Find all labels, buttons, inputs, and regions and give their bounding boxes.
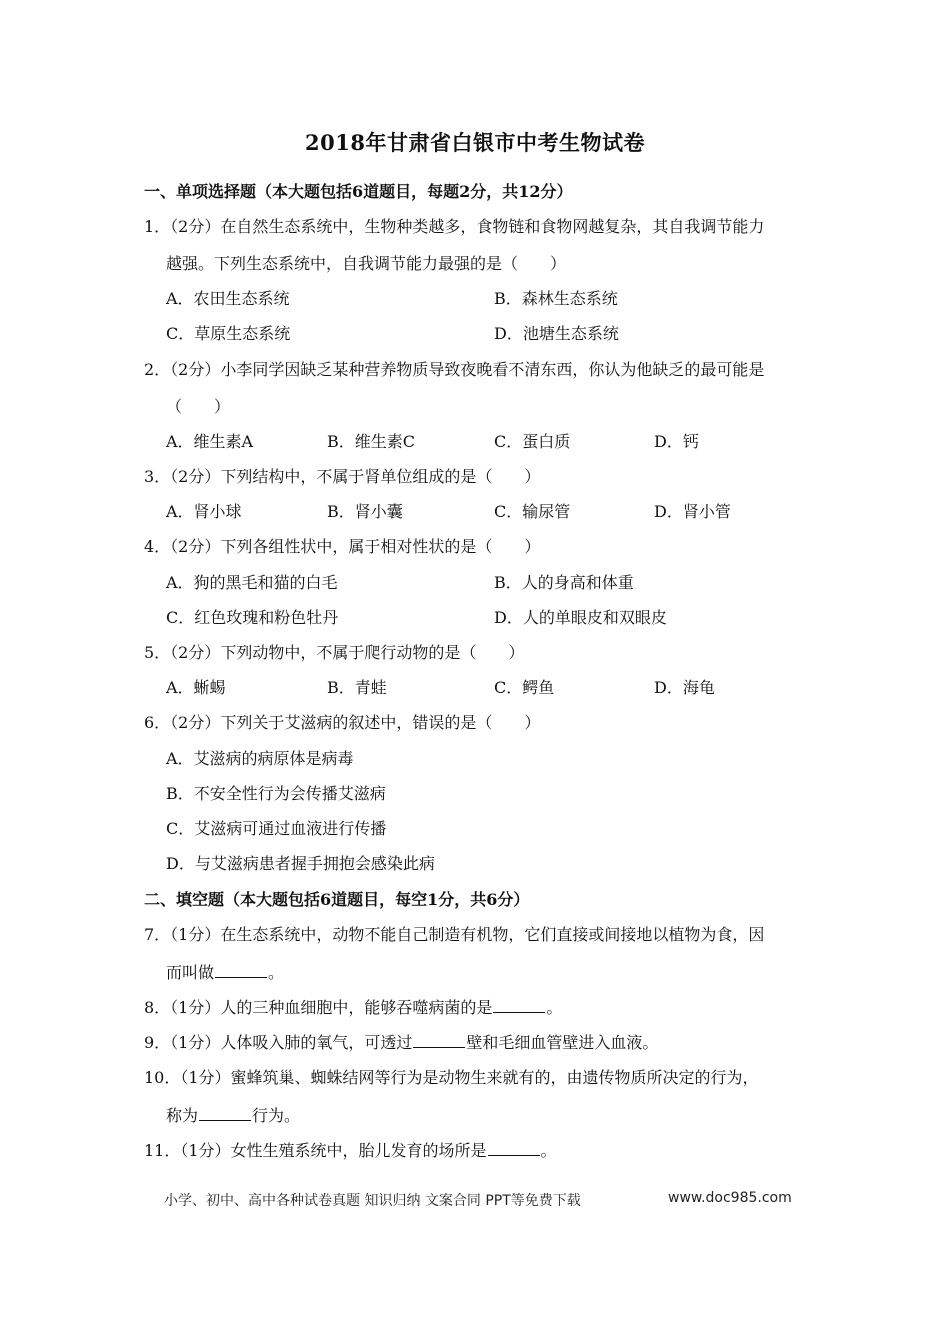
q2-option-c: C．蛋白质 <box>494 432 571 451</box>
q3-option-c: C．输尿管 <box>494 502 571 521</box>
q9-suffix: 壁和毛细血管壁进入血液。 <box>466 1033 659 1052</box>
question-10-text-cont <box>166 1104 300 1127</box>
q4-option-a: A．狗的黑毛和猫的白毛 <box>166 573 338 592</box>
q8-suffix: 。 <box>546 998 563 1017</box>
q5-option-a: A．蜥蜴 <box>166 678 226 697</box>
question-3-text: 3．（2分）下列结构中，不属于肾单位组成的是（ ） <box>144 467 541 486</box>
q1-option-c: C．草原生态系统 <box>166 324 291 343</box>
answer-blank <box>215 961 267 978</box>
question-7-text: 7．（1分）在生态系统中，动物不能自己制造有机物，它们直接或间接地以植物为食，因 <box>144 925 765 944</box>
q6-option-d: D．与艾滋病患者握手拥抱会感染此病 <box>166 854 435 873</box>
q6-option-b: B．不安全性行为会传播艾滋病 <box>166 784 386 803</box>
question-10-text: 10．（1分）蜜蜂筑巢、蜘蛛结网等行为是动物生来就有的，由遗传物质所决定的行为， <box>144 1068 759 1087</box>
q4-option-b: B．人的身高和体重 <box>494 573 634 592</box>
q8-prefix: 8．（1分）人的三种血细胞中，能够吞噬病菌的是 <box>144 998 493 1017</box>
question-4-text: 4．（2分）下列各组性状中，属于相对性状的是（ ） <box>144 537 541 556</box>
q10-suffix: 行为。 <box>252 1106 301 1125</box>
q5-option-b: B．青蛙 <box>327 678 387 697</box>
section-heading-choice: 一、单项选择题（本大题包括6道题目，每题2分，共12分） <box>144 182 573 201</box>
q11-suffix: 。 <box>540 1141 557 1160</box>
answer-blank <box>493 996 545 1013</box>
q6-option-c: C．艾滋病可通过血液进行传播 <box>166 819 387 838</box>
q2-option-b: B．维生素C <box>327 432 416 451</box>
q3-option-b: B．肾小囊 <box>327 502 403 521</box>
answer-blank <box>488 1139 540 1156</box>
q10-prefix: 称为 <box>166 1106 199 1125</box>
q1-option-a: A．农田生态系统 <box>166 289 290 308</box>
question-2-text-cont: （ ） <box>166 397 231 416</box>
question-8-text <box>144 996 562 1019</box>
page-title: 2018年甘肃省白银市中考生物试卷 <box>305 130 645 155</box>
q9-prefix: 9．（1分）人体吸入肺的氧气，可透过 <box>144 1033 413 1052</box>
question-7-text-cont <box>166 961 284 984</box>
question-5-text: 5．（2分）下列动物中，不属于爬行动物的是（ ） <box>144 643 525 662</box>
q11-prefix: 11．（1分）女性生殖系统中，胎儿发育的场所是 <box>144 1141 487 1160</box>
q4-option-d: D．人的单眼皮和双眼皮 <box>494 608 667 627</box>
answer-blank <box>199 1104 251 1121</box>
q3-option-a: A．肾小球 <box>166 502 242 521</box>
q3-option-d: D．肾小管 <box>654 502 731 521</box>
question-1-text-cont: 越强。下列生态系统中，自我调节能力最强的是（ ） <box>166 254 567 273</box>
q4-option-c: C．红色玫瑰和粉色牡丹 <box>166 608 339 627</box>
question-11-text <box>144 1139 557 1162</box>
answer-blank <box>413 1031 465 1048</box>
q1-option-d: D．池塘生态系统 <box>494 324 619 343</box>
q1-option-b: B．森林生态系统 <box>494 289 618 308</box>
question-2-text: 2．（2分）小李同学因缺乏某种营养物质导致夜晚看不清东西，你认为他缺乏的最可能是 <box>144 360 765 379</box>
q6-option-a: A．艾滋病的病原体是病毒 <box>166 749 354 768</box>
section-heading-fill: 二、填空题（本大题包括6道题目，每空1分，共6分） <box>144 890 530 909</box>
footer-site-link[interactable]: www.doc985.com <box>668 1190 792 1206</box>
footer-promo-text: 小学、初中、高中各种试卷真题 知识归纳 文案合同 PPT等免费下载 <box>164 1193 581 1209</box>
question-9-text <box>144 1031 658 1054</box>
q5-option-c: C．鳄鱼 <box>494 678 555 697</box>
q2-option-a: A．维生素A <box>166 432 254 451</box>
q5-option-d: D．海龟 <box>654 678 715 697</box>
q7-suffix: 。 <box>268 963 285 982</box>
q7-prefix: 而叫做 <box>166 963 215 982</box>
question-1-text: 1．（2分）在自然生态系统中，生物种类越多，食物链和食物网越复杂，其自我调节能力 <box>144 217 765 236</box>
question-6-text: 6．（2分）下列关于艾滋病的叙述中，错误的是（ ） <box>144 713 541 732</box>
q2-option-d: D．钙 <box>654 432 699 451</box>
